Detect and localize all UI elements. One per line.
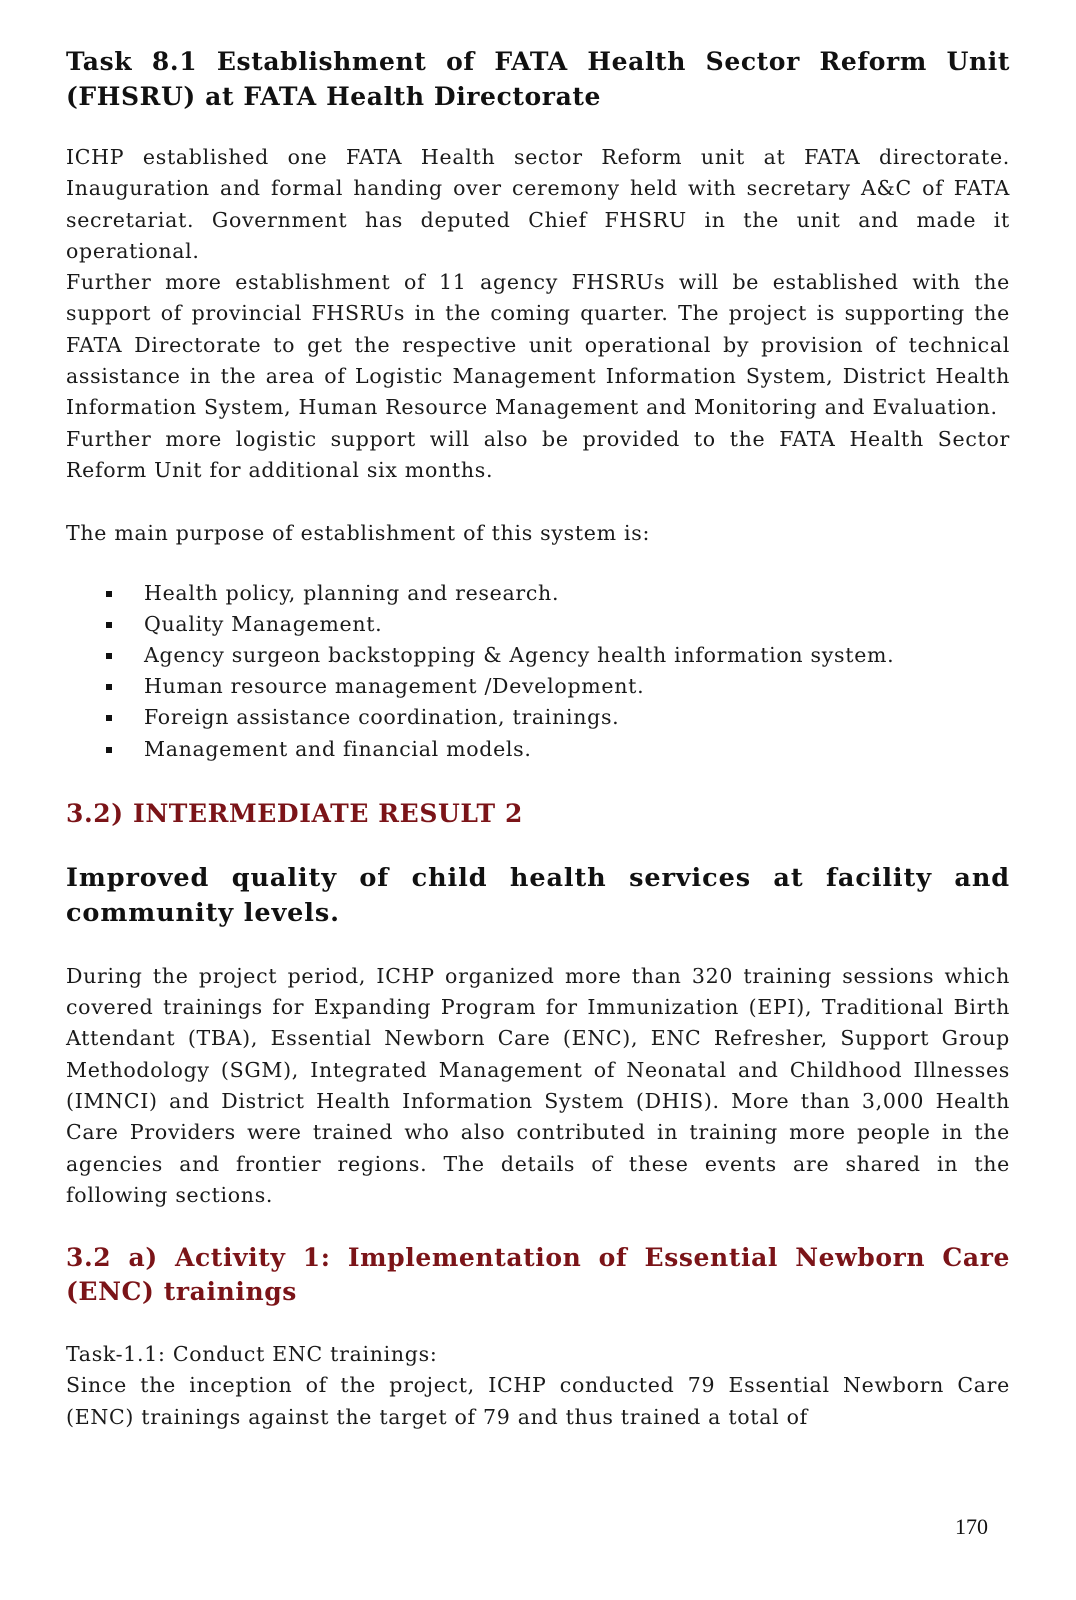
purpose-intro: The main purpose of establishment of this system is: — [66, 521, 651, 546]
result-heading: Improved quality of child health services at facility and community levels. — [66, 862, 1010, 928]
section-heading: 3.2) INTERMEDIATE RESULT 2 — [66, 798, 524, 828]
task-line: Task-1.1: Conduct ENC trainings: — [66, 1342, 438, 1367]
bullet-square-icon — [106, 684, 112, 690]
list-item: Foreign assistance coordination, trainings. — [66, 702, 1010, 733]
bullet-square-icon — [106, 747, 112, 753]
document-page — [66, 44, 1010, 1433]
task-paragraph: Since the inception of the project, ICHP conducted 79 Essential Newborn Care (ENC) trainings against the target of 79 and thus trained a total of — [66, 1373, 1010, 1429]
purpose-bullet-list — [66, 578, 1010, 765]
list-item: Management and financial models. — [66, 734, 1010, 765]
paragraph-establishment: ICHP established one FATA Health sector Reform unit at FATA directorate. Inauguration and formal handing over ceremony held with secretary A&C of FATA secretariat. Government has deputed Chief FHSRU in the unit and made it operational. — [66, 145, 1010, 263]
page-number: 170 — [955, 1514, 988, 1539]
bullet-square-icon — [106, 591, 112, 597]
list-item: Quality Management. — [66, 609, 1010, 640]
task-heading: Task 8.1 Establishment of FATA Health Sector Reform Unit (FHSRU) at FATA Health Directorate — [66, 47, 1010, 111]
bullet-square-icon — [106, 622, 112, 628]
list-item: Health policy, planning and research. — [66, 578, 1010, 609]
bullet-square-icon — [106, 653, 112, 659]
list-item: Agency surgeon backstopping & Agency health information system. — [66, 640, 1010, 671]
list-item: Human resource management /Development. — [66, 671, 1010, 702]
paragraph-logistic-support: Further more logistic support will also be provided to the FATA Health Sector Reform Unit for additional six months. — [66, 426, 1010, 482]
bullet-square-icon — [106, 715, 112, 721]
result-paragraph: During the project period, ICHP organized more than 320 training sessions which covered trainings for Expanding Program for Immunization (EPI), Traditional Birth Attendant (TBA), Essential Newborn Care (ENC), ENC Refresher, Support Group Methodology (SGM), Integrated Management of Neonatal and Childhood Illnesses (IMNCI) and District Health Information System (DHIS). More than 3,000 Health Care Providers were trained who also contributed in training more people in the agencies and frontier regions. The details of these events are shared in the following sections. — [66, 963, 1010, 1207]
activity-heading: 3.2 a) Activity 1: Implementation of Essential Newborn Care (ENC) trainings — [66, 1243, 1010, 1307]
paragraph-agency-fhsrus: Further more establishment of 11 agency FHSRUs will be established with the support of provincial FHSRUs in the coming quarter. The project is supporting the FATA Directorate to get the respective unit operational by provision of technical assistance in the area of Logistic Management Information System, District Health Information System, Human Resource Management and Monitoring and Evaluation. — [66, 270, 1010, 420]
